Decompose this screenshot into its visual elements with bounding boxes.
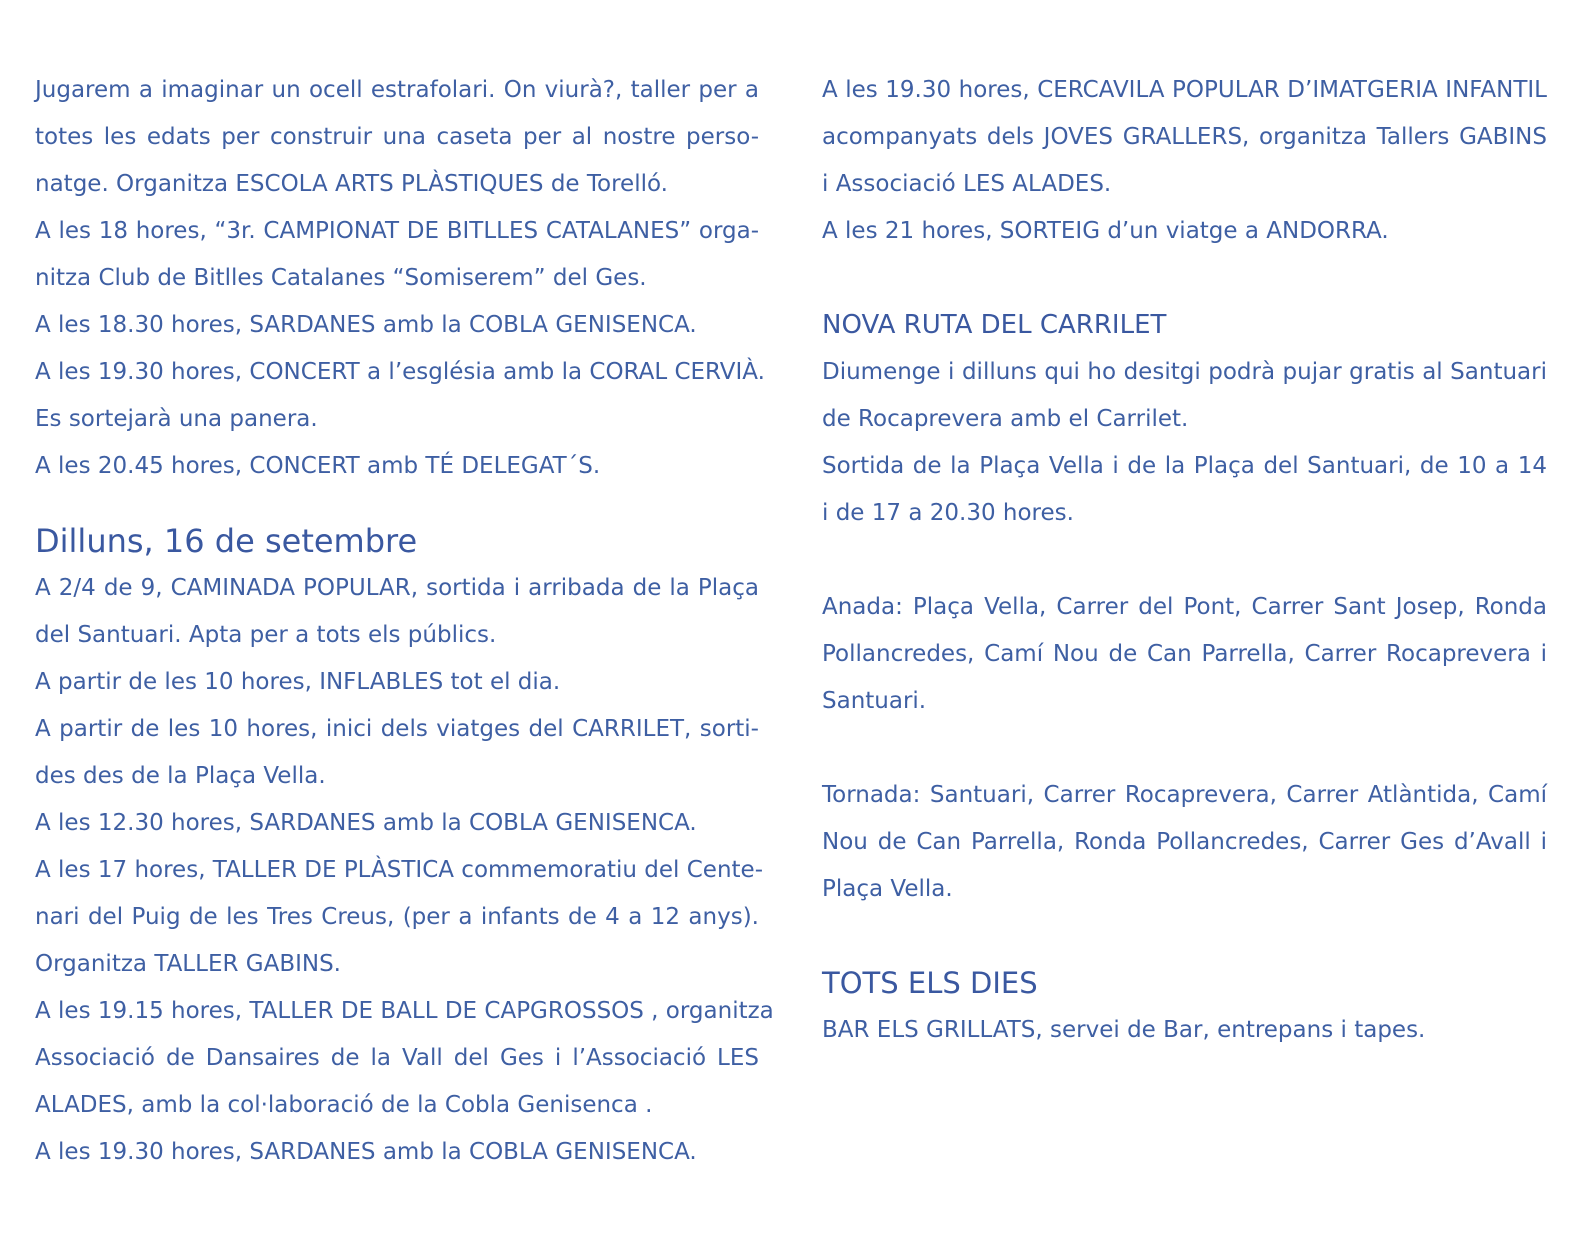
text-line: Sortida de la Plaça Vella i de la Plaça del Santuari, de 10 a 14	[822, 453, 1547, 479]
text-line: acompanyats dels JOVES GRALLERS, organitza Tallers GABINS	[822, 124, 1547, 150]
text-line: A 2/4 de 9, CAMINADA POPULAR, sortida i arribada de la Plaça	[35, 575, 759, 601]
text-line: A les 19.30 hores, SARDANES amb la COBLA GENISENCA.	[35, 1139, 697, 1165]
text-line: Diumenge i dilluns qui ho desitgi podrà pujar gratis al Santuari	[822, 359, 1547, 385]
text-line: A les 20.45 hores, CONCERT amb TÉ DELEGAT´S.	[35, 453, 601, 479]
monday-heading: Dilluns, 16 de setembre	[35, 522, 418, 560]
text-line: ALADES, amb la col·laboració de la Cobla Genisenca .	[35, 1092, 653, 1118]
text-line: A les 18 hores, “3r. CAMPIONAT DE BITLLES CATALANES” orga-	[35, 218, 759, 244]
text-line: A les 12.30 hores, SARDANES amb la COBLA GENISENCA.	[35, 810, 697, 836]
text-line: Pollancredes, Camí Nou de Can Parrella, Carrer Rocaprevera i	[822, 641, 1547, 667]
tots-els-dies-heading: TOTS ELS DIES	[822, 966, 1038, 1000]
text-line: del Santuari. Apta per a tots els públics.	[35, 622, 497, 648]
text-line: des des de la Plaça Vella.	[35, 763, 326, 789]
text-line: nari del Puig de les Tres Creus, (per a infants de 4 a 12 anys).	[35, 904, 759, 930]
text-line: i Associació LES ALADES.	[822, 171, 1112, 197]
text-line: A les 19.30 hores, CONCERT a l’església amb la CORAL CERVIÀ.	[35, 359, 765, 385]
text-line: Es sortejarà una panera.	[35, 406, 318, 432]
text-line: A les 19.30 hores, CERCAVILA POPULAR D’IMATGERIA INFANTIL	[822, 77, 1547, 103]
spacer	[822, 913, 1547, 960]
text-line: Jugarem a imaginar un ocell estrafolari. On viurà?, taller per a	[35, 77, 759, 103]
text-line: Organitza TALLER GABINS.	[35, 951, 341, 977]
spacer	[822, 725, 1547, 772]
text-line: Tornada: Santuari, Carrer Rocaprevera, Carrer Atlàntida, Camí	[822, 782, 1547, 808]
spacer	[822, 537, 1547, 584]
text-line: Nou de Can Parrella, Ronda Pollancredes, Carrer Ges d’Avall i	[822, 829, 1547, 855]
text-line: de Rocaprevera amb el Carrilet.	[822, 406, 1189, 432]
right-column	[822, 67, 1547, 1054]
text-line: A partir de les 10 hores, inici dels viatges del CARRILET, sorti-	[35, 716, 759, 742]
text-line: natge. Organitza ESCOLA ARTS PLÀSTIQUES de Torelló.	[35, 171, 668, 197]
text-line: A les 19.15 hores, TALLER DE BALL DE CAPGROSSOS , organitza	[35, 998, 774, 1024]
left-column	[35, 67, 774, 1176]
text-line: Anada: Plaça Vella, Carrer del Pont, Carrer Sant Josep, Ronda	[822, 594, 1547, 620]
text-line: A les 18.30 hores, SARDANES amb la COBLA GENISENCA.	[35, 312, 697, 338]
text-line: Santuari.	[822, 688, 927, 714]
text-line: Associació de Dansaires de la Vall del Ges i l’Associació LES	[35, 1045, 759, 1071]
text-line: Plaça Vella.	[822, 876, 953, 902]
spacer	[822, 255, 1547, 302]
spacer	[35, 490, 759, 517]
text-line: nitza Club de Bitlles Catalanes “Somiserem” del Ges.	[35, 265, 647, 291]
text-line: A les 17 hores, TALLER DE PLÀSTICA commemoratiu del Cente-	[35, 857, 764, 883]
text-line: A partir de les 10 hores, INFLABLES tot el dia.	[35, 669, 561, 695]
text-line: i de 17 a 20.30 hores.	[822, 500, 1074, 526]
text-line: BAR ELS GRILLATS, servei de Bar, entrepans i tapes.	[822, 1017, 1426, 1043]
carrilet-heading: NOVA RUTA DEL CARRILET	[822, 310, 1167, 340]
text-line: totes les edats per construir una caseta per al nostre perso-	[35, 124, 759, 150]
text-line: A les 21 hores, SORTEIG d’un viatge a ANDORRA.	[822, 218, 1389, 244]
